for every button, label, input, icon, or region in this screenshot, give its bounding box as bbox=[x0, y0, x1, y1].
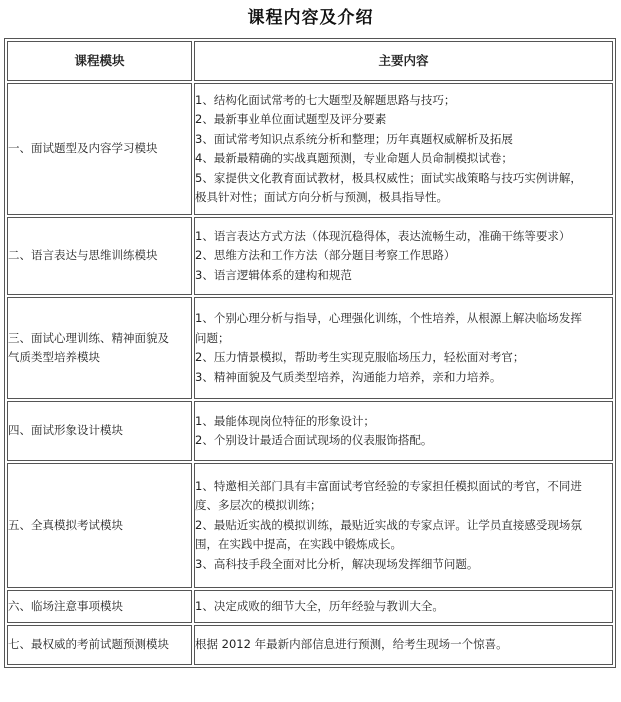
content-cell bbox=[194, 83, 613, 215]
module-name: 七、最权威的考前试题预测模块 bbox=[8, 637, 169, 652]
module-cell bbox=[7, 297, 192, 399]
content-line: 4、最新最精确的实战真题预测，专业命题人员命制模拟试卷； bbox=[195, 151, 513, 165]
table-row bbox=[7, 590, 613, 623]
module-cell bbox=[7, 217, 192, 295]
column-header-content: 主要内容 bbox=[194, 41, 613, 81]
content-cell bbox=[194, 463, 613, 588]
content-line: 3、面试常考知识点系统分析和整理；历年真题权威解析及拓展 bbox=[195, 131, 513, 146]
page-title: 课程内容及介绍 bbox=[247, 8, 374, 28]
content-line: 3、精神面貌及气质类型培养，沟通能力培养，亲和力培养。 bbox=[195, 369, 502, 384]
content-line: 2、最新事业单位面试题型及评分要素 bbox=[195, 112, 387, 126]
module-name: 五、全真模拟考试模块 bbox=[8, 517, 123, 532]
content-line: 根据 2012 年最新内部信息进行预测，给考生现场一个惊喜。 bbox=[195, 637, 508, 652]
module-name: 三、面试心理训练、精神面貌及 bbox=[8, 330, 169, 345]
content-line: 3、高科技手段全面对比分析，解决现场发挥细节问题。 bbox=[195, 556, 479, 571]
content-cell bbox=[194, 590, 613, 623]
module-name: 二、语言表达与思维训练模块 bbox=[8, 248, 158, 263]
module-cell bbox=[7, 401, 192, 461]
content-line: 度、多层次的模拟训练； bbox=[195, 498, 322, 513]
table-header-row bbox=[7, 41, 613, 81]
content-line: 1、语言表达方式方法（体现沉稳得体，表达流畅生动，准确干练等要求） bbox=[195, 228, 571, 243]
content-line: 1、决定成败的细节大全，历年经验与教训大全。 bbox=[195, 598, 444, 613]
module-cell bbox=[7, 83, 192, 215]
content-line: 问题； bbox=[195, 330, 230, 345]
content-line: 2、最贴近实战的模拟训练，最贴近实战的专家点评。让学员直接感受现场氛 bbox=[195, 517, 582, 532]
content-cell bbox=[194, 401, 613, 461]
module-cell bbox=[7, 463, 192, 588]
content-line: 1、特邀相关部门具有丰富面试考官经验的专家担任模拟面试的考官，不同进 bbox=[195, 478, 582, 493]
content-line: 2、压力情景模拟，帮助考生实现克服临场压力，轻松面对考官； bbox=[195, 350, 525, 364]
content-line: 2、个别设计最适合面试现场的仪表服饰搭配。 bbox=[195, 433, 433, 447]
content-line: 3、语言逻辑体系的建构和规范 bbox=[195, 267, 352, 282]
content-line: 2、思维方法和工作方法（部分题目考察工作思路） bbox=[195, 248, 456, 263]
content-line: 5、家提供文化教育面试教材，极具权威性；面试实战策略与技巧实例讲解， bbox=[195, 170, 582, 185]
module-name: 四、面试形象设计模块 bbox=[8, 423, 123, 438]
module-cell bbox=[7, 625, 192, 665]
content-line: 1、结构化面试常考的七大题型及解题思路与技巧； bbox=[195, 92, 456, 107]
content-line: 1、个别心理分析与指导，心理强化训练，个性培养，从根源上解决临场发挥 bbox=[195, 311, 582, 325]
module-cell bbox=[7, 590, 192, 623]
content-cell bbox=[194, 625, 613, 665]
table-row bbox=[7, 297, 613, 399]
course-table bbox=[4, 38, 616, 668]
module-name: 气质类型培养模块 bbox=[8, 350, 100, 364]
content-line: 1、最能体现岗位特征的形象设计； bbox=[195, 413, 375, 428]
table-row bbox=[7, 625, 613, 665]
module-name: 六、临场注意事项模块 bbox=[8, 598, 123, 613]
table-row bbox=[7, 83, 613, 215]
table-row bbox=[7, 217, 613, 295]
column-header-module: 课程模块 bbox=[7, 41, 192, 81]
table-row bbox=[7, 463, 613, 588]
content-cell bbox=[194, 217, 613, 295]
module-name: 一、面试题型及内容学习模块 bbox=[8, 141, 158, 156]
content-line: 极具针对性；面试方向分析与预测，极具指导性。 bbox=[195, 190, 448, 204]
content-cell bbox=[194, 297, 613, 399]
content-line: 围，在实践中提高，在实践中锻炼成长。 bbox=[195, 537, 402, 552]
table-row bbox=[7, 401, 613, 461]
